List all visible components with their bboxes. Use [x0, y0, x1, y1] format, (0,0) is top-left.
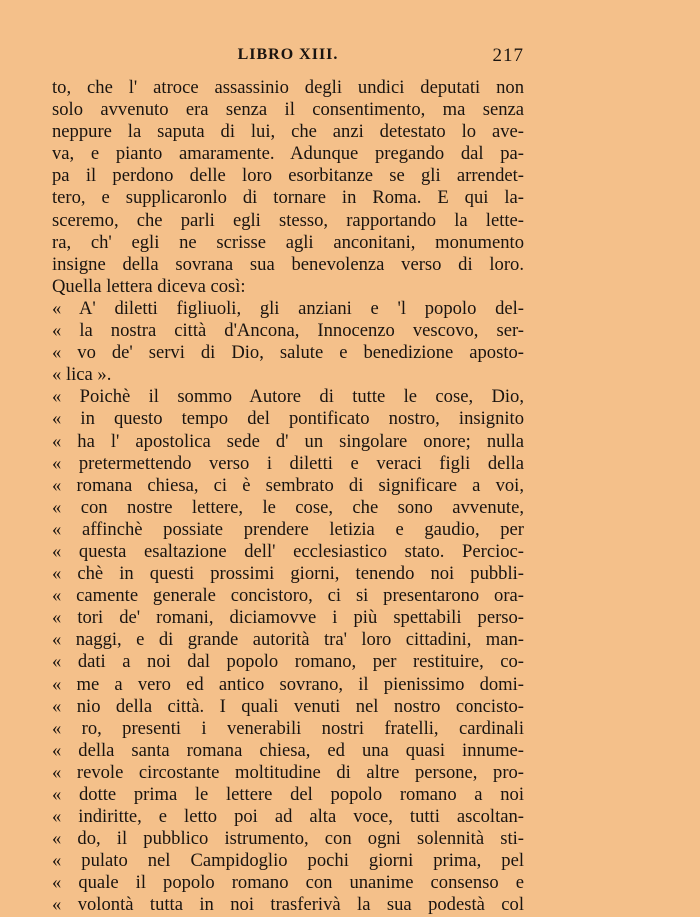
text-line: ra, ch' egli ne scrisse agli anconitani, monumento [52, 231, 524, 253]
text-line: « pulato nel Campidoglio pochi giorni prima, pel [52, 850, 524, 872]
text-line: « camente generale concistoro, ci si presentarono ora- [52, 585, 524, 607]
text-line: « lica ». [52, 364, 112, 386]
text-line: « ha l' apostolica sede d' un singolare onore; nulla [52, 430, 524, 452]
text-line: solo avvenuto era senza il consentimento, ma senza [52, 99, 524, 121]
text-line: « la nostra città d'Ancona, Innocenzo vescovo, ser- [52, 320, 524, 342]
text-line: « ro, presenti i venerabili nostri fratelli, cardinali [52, 717, 524, 739]
body-text [52, 77, 524, 917]
text-line: « pretermettendo verso i diletti e veraci figli della [52, 452, 524, 474]
text-line: « chè in questi prossimi giorni, tenendo noi pubbli- [52, 563, 524, 585]
text-line: « quale il popolo romano con unanime consenso e [52, 872, 524, 894]
text-line: « questa esaltazione dell' ecclesiastico stato. Percioc- [52, 540, 524, 562]
text-line: « della santa romana chiesa, ed una quasi innume- [52, 739, 524, 761]
text-line: tero, e supplicaronlo di tornare in Roma. E qui la- [52, 187, 524, 209]
running-title: LIBRO XIII. [237, 46, 339, 63]
text-line: « in questo tempo del pontificato nostro, insignito [52, 408, 524, 430]
text-line: « nio della città. I quali venuti nel nostro concisto- [52, 695, 524, 717]
text-line: « romana chiesa, ci è sembrato di significare a voi, [52, 474, 524, 496]
text-line: « me a vero ed antico sovrano, il pienissimo domi- [52, 673, 524, 695]
page-header [52, 46, 524, 68]
text-line: « dotte prima le lettere del popolo romano a noi [52, 784, 524, 805]
text-line: « Poichè il sommo Autore di tutte le cose, Dio, [52, 386, 524, 408]
text-line: « revole circostante moltitudine di altre persone, pro- [52, 761, 524, 783]
text-line: « tori de' romani, diciamovve i più spettabili perso- [52, 607, 524, 629]
text-line: « naggi, e di grande autorità tra' loro cittadini, man- [52, 629, 524, 651]
text-line: « volontà tutta in noi trasferivà la sua podestà col [52, 894, 524, 916]
text-line: insigne della sovrana sua benevolenza verso di loro. [52, 253, 524, 275]
text-line: « indiritte, e letto poi ad alta voce, tutti ascoltan- [52, 806, 524, 828]
text-line: va, e pianto amaramente. Adunque pregando dal pa- [52, 143, 524, 165]
text-line: neppure la saputa di lui, che anzi detestato lo ave- [52, 121, 524, 143]
text-line: sceremo, che parli egli stesso, rapportando la lette- [52, 209, 524, 231]
text-line: « dati a noi dal popolo romano, per restituire, co- [52, 651, 524, 673]
text-line: to, che l' atroce assassinio degli undici deputati non [52, 77, 524, 98]
text-line: « do, il pubblico istrumento, con ogni solennità sti- [52, 828, 524, 850]
text-line: pa il perdono delle loro esorbitanze se gli arrendet- [52, 165, 524, 187]
text-line: Quella lettera diceva così: [52, 275, 246, 297]
page-number: 217 [492, 45, 524, 66]
text-line: « A' diletti figliuoli, gli anziani e 'l popolo del- [52, 297, 524, 319]
text-line: « con nostre lettere, le cose, che sono avvenute, [52, 496, 524, 518]
text-line: « vo de' servi di Dio, salute e benedizione aposto- [52, 342, 524, 364]
text-line: « affinchè possiate prendere letizia e gaudio, per [52, 518, 524, 540]
